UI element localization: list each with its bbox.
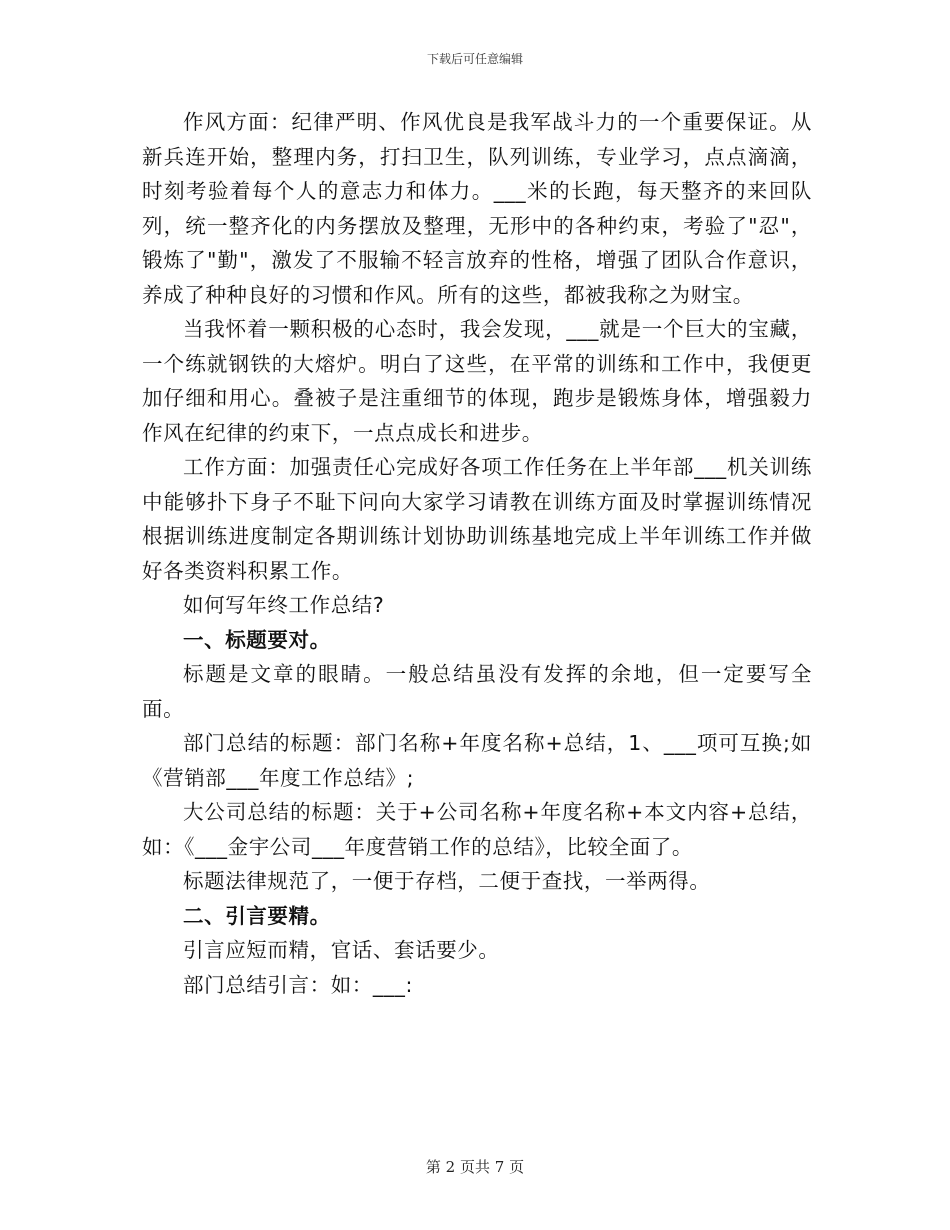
page-footer: 第 2 页共 7 页 [425,1158,525,1176]
paragraph-style: 作风方面：纪律严明、作风优良是我军战斗力的一个重要保证。从新兵连开始，整理内务，打扫卫生，队列训练，专业学习，点点滴滴，时刻考验着每个人的意志力和体力。___米的长跑，每天整齐的来回队列，统一整齐化的内务摆放及整理，无形中的各种约束，考验了"忍"，锻炼了"勤"，激发了不服输不轻言放弃的性格，增强了团队合作意识，养成了种种良好的习惯和作风。所有的这些，都被我称之为财宝。 [142,110,812,307]
paragraph-title-eyes: 标题是文章的眼睛。一般总结虽没有发挥的余地，但一定要写全面。 [142,662,812,721]
paragraph-question: 如何写年终工作总结? [183,593,385,617]
section-heading-intro: 二、引言要精。 [183,903,331,928]
section-heading-title: 一、标题要对。 [183,627,331,652]
paragraph-intro-short: 引言应短而精，官话、套话要少。 [183,938,500,962]
paragraph-attitude: 当我怀着一颗积极的心态时，我会发现，___就是一个巨大的宝藏，一个练就钢铁的大熔炉。明白了这些，在平常的训练和工作中，我便更加仔细和用心。叠被子是注重细节的体现，跑步是锻炼身体，增强毅力作风在纪律的约束下，一点点成长和进步。 [142,317,812,445]
paragraph-dept-intro: 部门总结引言：如：___: [183,972,413,997]
page-header: 下载后可任意编辑 [426,52,523,66]
paragraph-dept-title: 部门总结的标题：部门名称+年度名称+总结，1、___项可互换;如《营销部___年度工作总结》; [142,731,812,790]
paragraph-title-norm: 标题法律规范了，一便于存档，二便于查找，一举两得。 [183,869,711,893]
document-body [142,105,812,1002]
paragraph-work: 工作方面：加强责任心完成好各项工作任务在上半年部___机关训练中能够扑下身子不耻下问向大家学习请教在训练方面及时掌握训练情况根据训练进度制定各期训练计划协助训练基地完成上半年训练工作并做好各类资料积累工作。 [142,455,812,583]
paragraph-company-title: 大公司总结的标题：关于+公司名称+年度名称+本文内容+总结，如：《___金宇公司___年度营销工作的总结》，比较全面了。 [142,800,812,859]
